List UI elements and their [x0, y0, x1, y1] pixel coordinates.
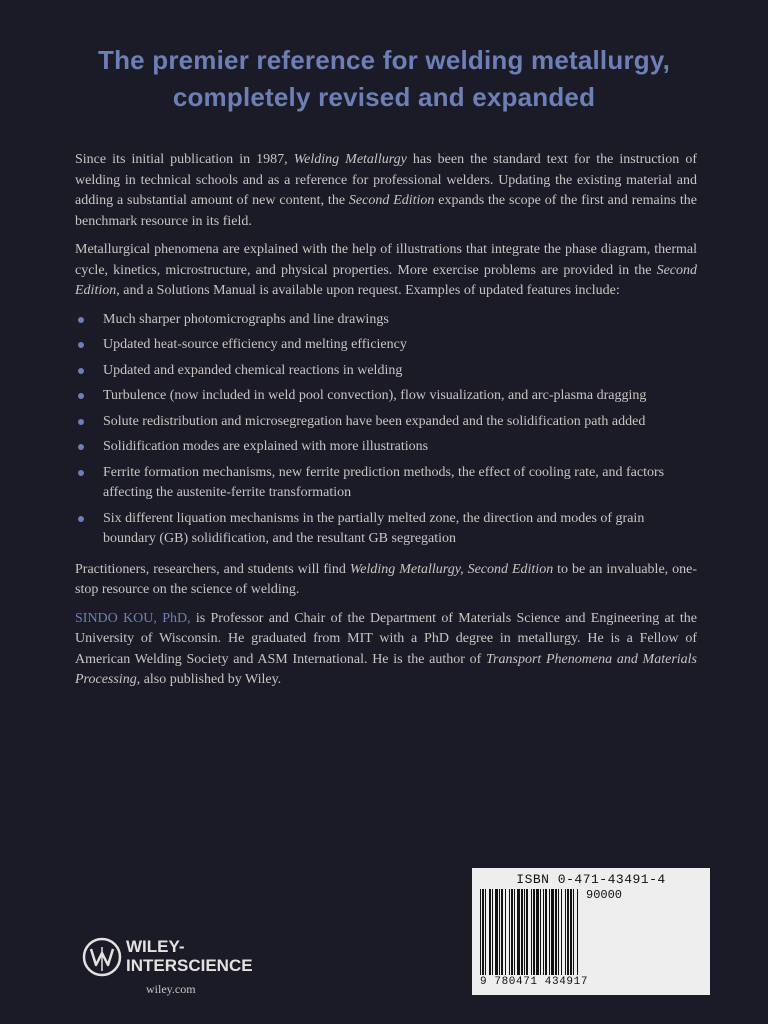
- feature-item: Updated heat-source efficiency and melting efficiency: [75, 335, 697, 356]
- barcode-row: [480, 889, 702, 975]
- feature-item: Ferrite formation mechanisms, new ferrite prediction methods, the effect of cooling rate, and factors affecting the austenite-ferrite transformation: [75, 463, 697, 504]
- feature-item: Updated and expanded chemical reactions in welding: [75, 361, 697, 382]
- book-title: Welding Metallurgy: [293, 152, 407, 167]
- isbn: ISBN 0-471-43491-4: [516, 872, 666, 887]
- barcode-icon: [480, 889, 580, 975]
- author-bio: SINDO KOU, PhD, is Professor and Chair of the Department of Materials Science and Engineering at the University of Wisconsin. He graduated from MIT with a PhD degree in metallurgy. He is a Fellow of American Welding Society and ASM International. He is the author of Transport Phenomena and Materials Processing, also published by Wiley.: [75, 610, 697, 687]
- intro-paragraph-2: Metallurgical phenomena are explained with the help of illustrations that integrate the phase diagram, thermal cycle, kinetics, microstructure, and physical properties. More exercise problems are provided in the Second Edition, and a Solutions Manual is available upon request. Examples of updated features include:: [75, 242, 697, 298]
- feature-list: [75, 310, 697, 550]
- barcode-panel: [472, 868, 710, 995]
- edition-name: Second Edition: [75, 262, 697, 298]
- wiley-logo-icon: [82, 937, 122, 977]
- feature-item: Solute redistribution and microsegregation have been expanded and the solidification path added: [75, 412, 697, 433]
- headline: [0, 42, 768, 116]
- closing-paragraph: Practitioners, researchers, and students will find Welding Metallurgy, Second Edition to be an invaluable, one-stop resource on the science of welding.: [75, 561, 697, 597]
- author-name: SINDO KOU, PhD,: [75, 610, 191, 626]
- description: [75, 150, 697, 699]
- feature-item: Six different liquation mechanisms in the partially melted zone, the direction and modes of grain boundary (GB) solidification, and the resultant GB segregation: [75, 509, 697, 550]
- intro-paragraph-1: Since its initial publication in 1987, Welding Metallurgy has been the standard text for the instruction of welding in technical schools and as a reference for professional welders. Updating the existing material and adding a substantial amount of new content, the Second Edition expands the scope of the first and remains the benchmark resource in its field.: [75, 152, 697, 229]
- book-title: Welding Metallurgy, Second Edition: [349, 561, 554, 577]
- feature-item: Much sharper photomicrographs and line drawings: [75, 310, 697, 331]
- headline-line-1: The premier reference for welding metallurgy,: [97, 45, 670, 75]
- publisher-logo: [82, 935, 302, 1005]
- feature-item: Solidification modes are explained with more illustrations: [75, 437, 697, 458]
- other-book-title: Transport Phenomena and Materials Processing: [75, 651, 697, 687]
- ean-number: 9 780471 434917: [480, 976, 589, 988]
- headline-line-2: completely revised and expanded: [172, 82, 596, 112]
- publisher-url: wiley.com: [146, 982, 196, 996]
- edition-name: Second Edition: [348, 193, 435, 208]
- feature-item: Turbulence (now included in weld pool convection), flow visualization, and arc-plasma dragging: [75, 386, 697, 407]
- publisher-name: WILEY- INTERSCIENCE: [126, 937, 253, 975]
- price-code: 90000: [586, 888, 623, 902]
